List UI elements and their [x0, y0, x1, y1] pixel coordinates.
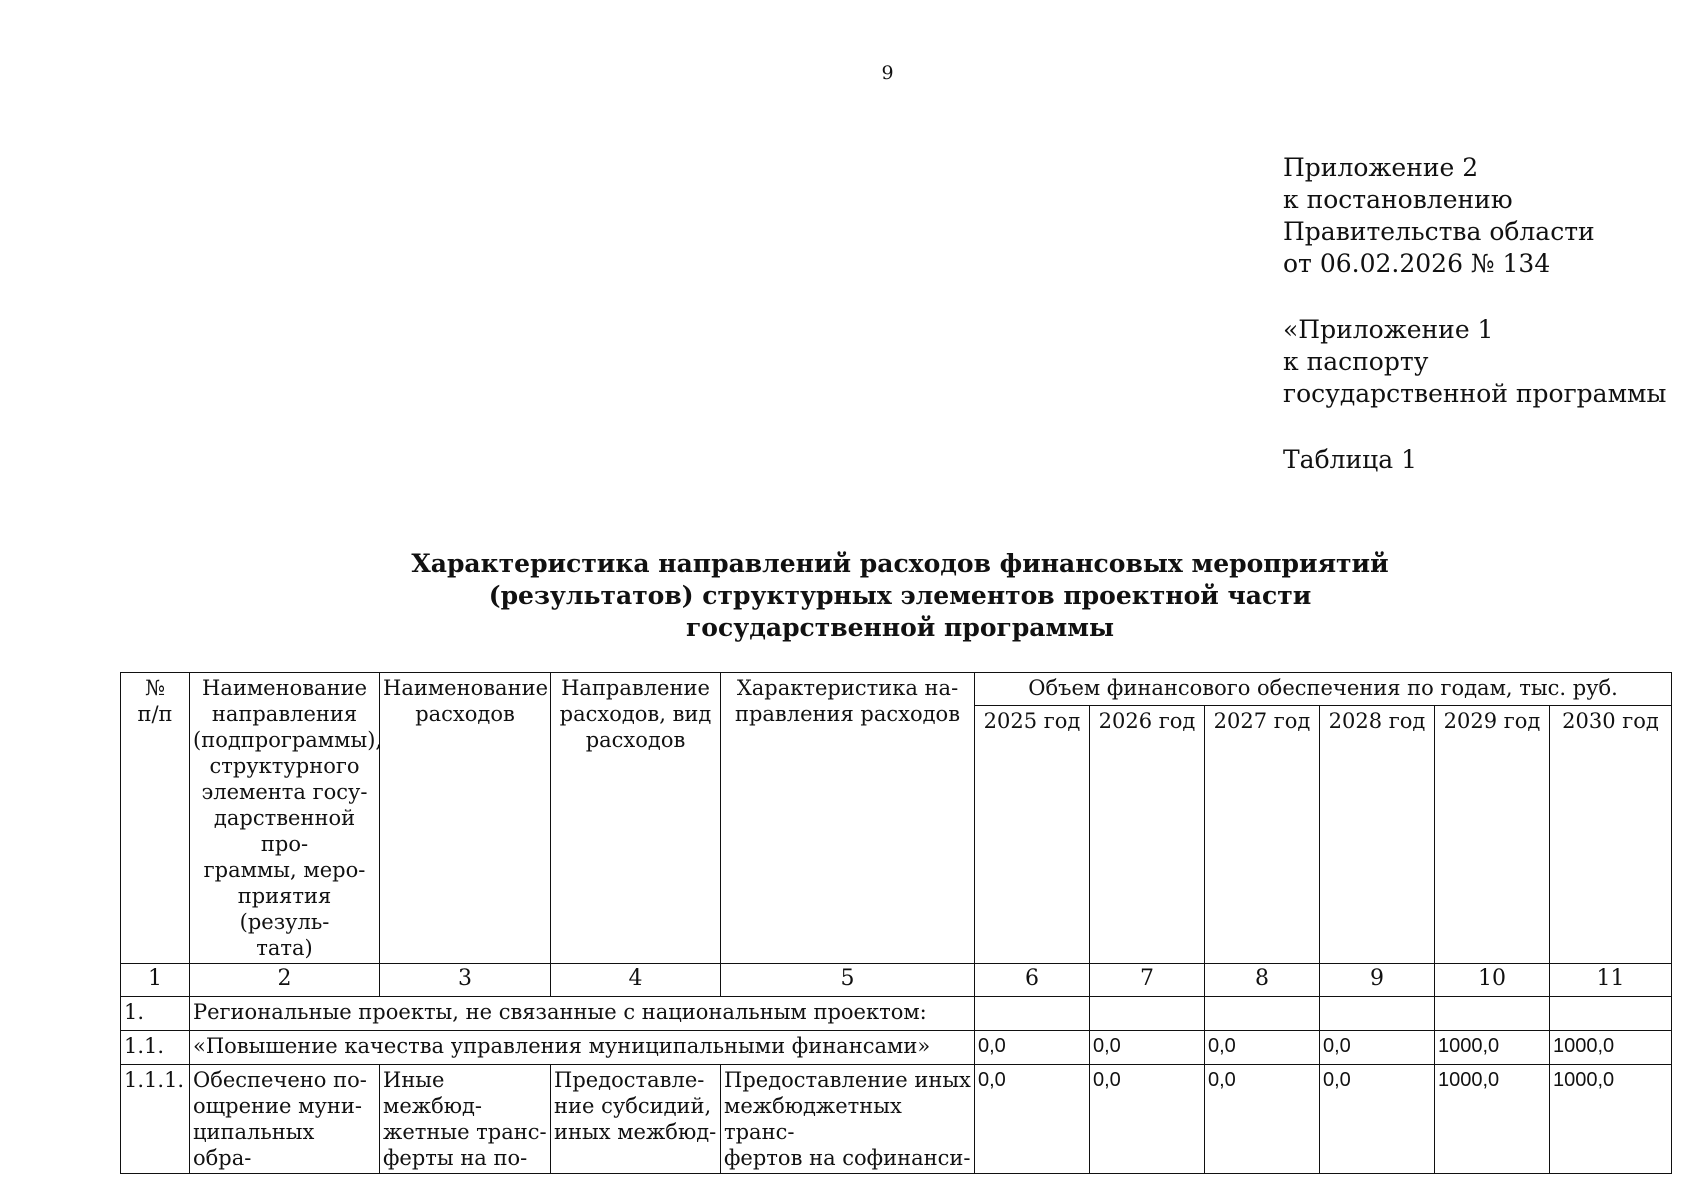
appendix-line: к постановлению	[1283, 185, 1513, 214]
cell-text: жетные транс-	[383, 1120, 547, 1144]
cell-text: ферты на по-	[383, 1146, 528, 1170]
row-number: 1.1.1.	[121, 1065, 190, 1174]
row-value	[1435, 997, 1550, 1031]
title-line: государственной программы	[685, 613, 1114, 642]
header-direction-name	[190, 673, 383, 964]
row-name: «Повышение качества управления муниципальными финансами»	[190, 1031, 975, 1065]
column-number: 5	[721, 964, 975, 997]
row-number: 1.1.	[121, 1031, 190, 1065]
column-number: 9	[1320, 964, 1435, 997]
row-value: 0,0	[1090, 1065, 1205, 1174]
row-value: 0,0	[1320, 1031, 1435, 1065]
header-year: 2027 год	[1205, 706, 1320, 964]
column-number-row	[121, 964, 1672, 997]
column-number: 11	[1550, 964, 1672, 997]
row-value	[1320, 997, 1435, 1031]
header-text: Направление	[561, 676, 710, 700]
header-expense-direction	[551, 673, 721, 964]
header-num	[121, 673, 190, 964]
cell-text: Иные межбюд-	[383, 1068, 483, 1118]
header-year: 2029 год	[1435, 706, 1550, 964]
appendix-line: «Приложение 1	[1283, 315, 1494, 344]
header-text: №	[145, 676, 165, 700]
header-text: расходов	[585, 728, 686, 752]
header-funding-group: Объем финансового обеспечения по годам, тыс. руб.	[975, 673, 1672, 706]
header-text: структурного	[209, 754, 360, 778]
column-number: 3	[380, 964, 551, 997]
row-value: 1000,0	[1550, 1031, 1672, 1065]
header-text: граммы, меро-	[203, 858, 366, 882]
column-number: 6	[975, 964, 1090, 997]
header-text: Характеристика на-	[736, 676, 959, 700]
table-row	[121, 1031, 1672, 1065]
header-year: 2028 год	[1320, 706, 1435, 964]
row-number: 1.	[121, 997, 190, 1031]
cell-text: иных межбюд-	[554, 1120, 717, 1144]
column-number: 1	[121, 964, 190, 997]
column-number: 2	[190, 964, 380, 997]
row-value: 0,0	[975, 1031, 1090, 1065]
row-name: Региональные проекты, не связанные с национальным проектом:	[190, 997, 975, 1031]
table-row	[121, 997, 1672, 1031]
appendix-line: к паспорту	[1283, 347, 1429, 376]
header-text: (подпрограммы),	[193, 728, 383, 752]
cell-text: межбюджетных транс-	[724, 1094, 902, 1144]
cell-text: фертов на софинанси-	[724, 1146, 971, 1170]
appendix-block	[1283, 152, 1666, 476]
appendix-line: от 06.02.2026 № 134	[1283, 249, 1551, 278]
page-number: 9	[881, 62, 894, 84]
row-col3	[380, 1065, 551, 1174]
row-col4	[551, 1065, 721, 1174]
cell-text: Предоставле-	[554, 1068, 705, 1092]
header-text: Наименование	[383, 676, 548, 700]
document-title	[400, 548, 1400, 644]
row-value: 1000,0	[1435, 1031, 1550, 1065]
cell-text: Обеспечено по-	[193, 1068, 367, 1092]
row-value: 0,0	[1205, 1031, 1320, 1065]
row-value: 0,0	[975, 1065, 1090, 1174]
row-col5	[721, 1065, 975, 1174]
title-line: (результатов) структурных элементов проектной части	[488, 581, 1312, 610]
column-number: 10	[1435, 964, 1550, 997]
header-year: 2025 год	[975, 706, 1090, 964]
row-value	[1550, 997, 1672, 1031]
row-value: 0,0	[1205, 1065, 1320, 1174]
table-label: Таблица 1	[1283, 445, 1418, 474]
row-value: 1000,0	[1435, 1065, 1550, 1174]
row-value	[1205, 997, 1320, 1031]
cell-text: ощрение муни-	[193, 1094, 362, 1118]
header-text: приятия (резуль-	[237, 884, 332, 934]
title-line: Характеристика направлений расходов финансовых мероприятий	[411, 549, 1389, 578]
header-characteristic	[721, 673, 975, 964]
header-text: расходов, вид	[559, 702, 712, 726]
header-text: дарственной про-	[213, 806, 356, 856]
header-text: п/п	[137, 702, 173, 726]
header-year: 2030 год	[1550, 706, 1672, 964]
row-value	[1090, 997, 1205, 1031]
header-year: 2026 год	[1090, 706, 1205, 964]
row-value: 0,0	[1320, 1065, 1435, 1174]
appendix-line: государственной программы	[1283, 379, 1667, 408]
header-row	[121, 673, 1672, 706]
header-text: тата)	[256, 936, 313, 960]
cell-text: ние субсидий,	[554, 1094, 712, 1118]
row-value: 1000,0	[1550, 1065, 1672, 1174]
header-text: Наименование	[202, 676, 367, 700]
header-text: правления расходов	[734, 702, 961, 726]
funding-table	[120, 672, 1672, 1174]
row-value	[975, 997, 1090, 1031]
header-text: расходов	[415, 702, 515, 726]
row-col2	[190, 1065, 380, 1174]
appendix-line: Правительства области	[1283, 217, 1595, 246]
row-value: 0,0	[1090, 1031, 1205, 1065]
cell-text: ципальных обра-	[193, 1120, 315, 1170]
column-number: 4	[551, 964, 721, 997]
column-number: 7	[1090, 964, 1205, 997]
table-row	[121, 1065, 1672, 1174]
header-text: направления	[211, 702, 358, 726]
column-number: 8	[1205, 964, 1320, 997]
appendix-line: Приложение 2	[1283, 153, 1479, 182]
header-expense-name	[380, 673, 551, 964]
header-text: элемента госу-	[201, 780, 368, 804]
cell-text: Предоставление иных	[724, 1068, 971, 1092]
